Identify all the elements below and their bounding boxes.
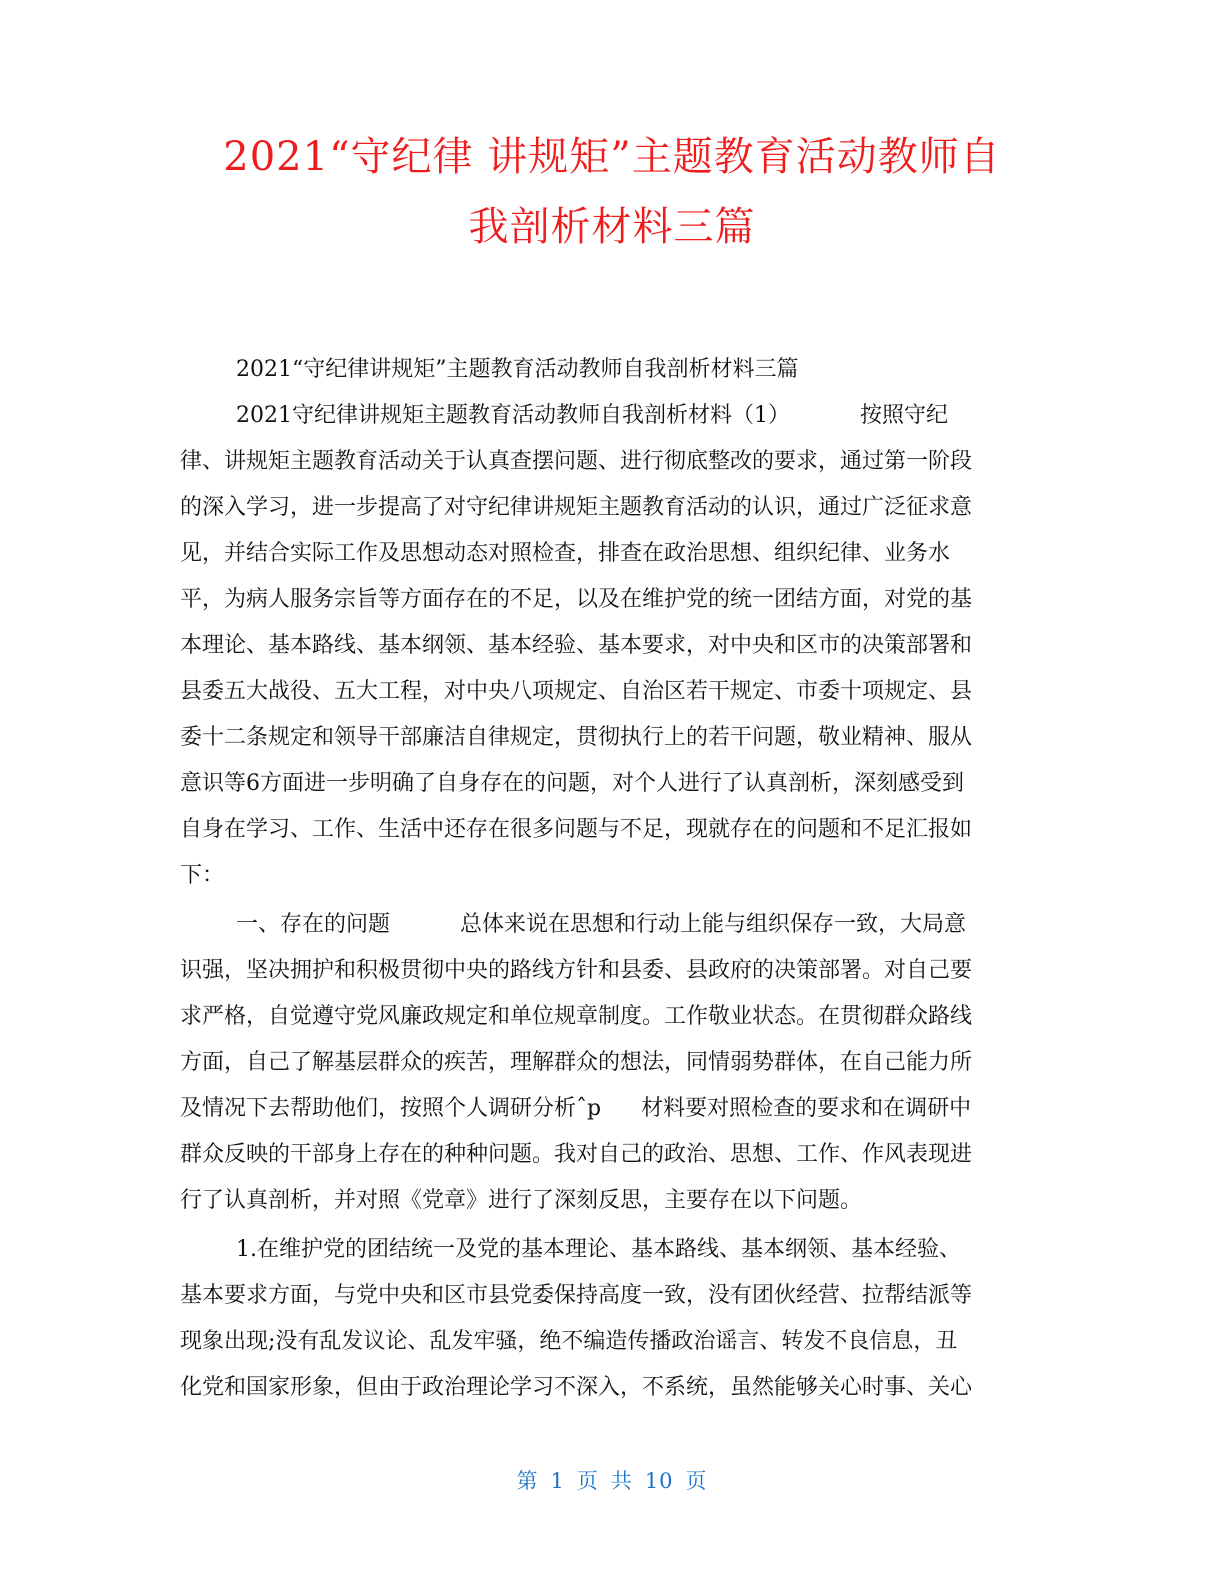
section-heading-line [236, 910, 966, 940]
text-line: 化党和国家形象，但由于政治理论学习不深入，不系统，虽然能够关心时事、关心 [180, 1375, 973, 1400]
text-line: 本理论、基本路线、基本纲领、基本经验、基本要求，对中央和区市的决策部署和 [180, 633, 973, 658]
page-label: 页 [576, 1469, 599, 1493]
text-line: 识强，坚决拥护和积极贯彻中央的路线方针和县委、县政府的决策部署。对自己要 [180, 958, 973, 983]
text-fragment: 材料要对照检查的要求和在调研中 [641, 1096, 972, 1121]
text-line: 县委五大战役、五大工程，对中央八项规定、自治区若干规定、市委十项规定、县 [180, 679, 973, 704]
section-heading: 2021守纪律讲规矩主题教育活动教师自我剖析材料（1） [236, 403, 790, 428]
total-label: 页 [685, 1469, 708, 1493]
total-pages: 10 [644, 1469, 674, 1493]
page-footer [0, 1465, 1224, 1495]
text-line [180, 1094, 971, 1124]
text-fragment: 及情况下去帮助他们，按照个人调研分析ˆp [180, 1096, 602, 1121]
page-number: 1 [550, 1469, 565, 1493]
title-line-1: 2021“守纪律 讲规矩”主题教育活动教师自 [223, 134, 1001, 180]
text-line: 群众反映的干部身上存在的种种问题。我对自己的政治、思想、工作、作风表现进 [180, 1142, 973, 1167]
text-line: 下： [180, 863, 225, 888]
section-heading: 一、存在的问题 [236, 912, 391, 937]
text-line: 的深入学习，进一步提高了对守纪律讲规矩主题教育活动的认识，通过广泛征求意 [180, 495, 973, 520]
text-line: 现象出现;没有乱发议论、乱发牢骚，绝不编造传播政治谣言、转发不良信息，丑 [180, 1329, 958, 1354]
text-line: 方面，自己了解基层群众的疾苦，理解群众的想法，同情弱势群体，在自己能力所 [180, 1050, 973, 1075]
subtitle-line: 2021“守纪律讲规矩”主题教育活动教师自我剖析材料三篇 [236, 357, 799, 382]
title-line-2: 我剖析材料三篇 [468, 204, 756, 250]
total-prefix: 共 [610, 1469, 633, 1493]
section-heading-line [236, 401, 948, 431]
paragraph-start: 按照守纪 [860, 403, 949, 428]
text-line: 委十二条规定和领导干部廉洁自律规定，贯彻执行上的若干问题，敬业精神、服从 [180, 725, 973, 750]
text-line: 见，并结合实际工作及思想动态对照检查，排查在政治思想、组织纪律、业务水 [180, 541, 951, 566]
text-line: 基本要求方面，与党中央和区市县党委保持高度一致，没有团伙经营、拉帮结派等 [180, 1283, 973, 1308]
paragraph-start: 总体来说在思想和行动上能与组织保存一致，大局意 [460, 912, 967, 937]
text-line: 平，为病人服务宗旨等方面存在的不足，以及在维护党的统一团结方面，对党的基 [180, 587, 973, 612]
page-prefix: 第 [516, 1469, 539, 1493]
text-line: 律、讲规矩主题教育活动关于认真查摆问题、进行彻底整改的要求，通过第一阶段 [180, 449, 973, 474]
text-line: 行了认真剖析，并对照《党章》进行了深刻反思，主要存在以下问题。 [180, 1188, 863, 1213]
document-title [150, 122, 1074, 262]
text-line: 意识等6方面进一步明确了自身存在的问题，对个人进行了认真剖析，深刻感受到 [180, 771, 964, 796]
numbered-item-line: 1.在维护党的团结统一及党的基本理论、基本路线、基本纲领、基本经验、 [236, 1237, 961, 1262]
text-line: 求严格，自觉遵守党风廉政规定和单位规章制度。工作敬业状态。在贯彻群众路线 [180, 1004, 973, 1029]
text-line: 自身在学习、工作、生活中还存在很多问题与不足，现就存在的问题和不足汇报如 [180, 817, 973, 842]
